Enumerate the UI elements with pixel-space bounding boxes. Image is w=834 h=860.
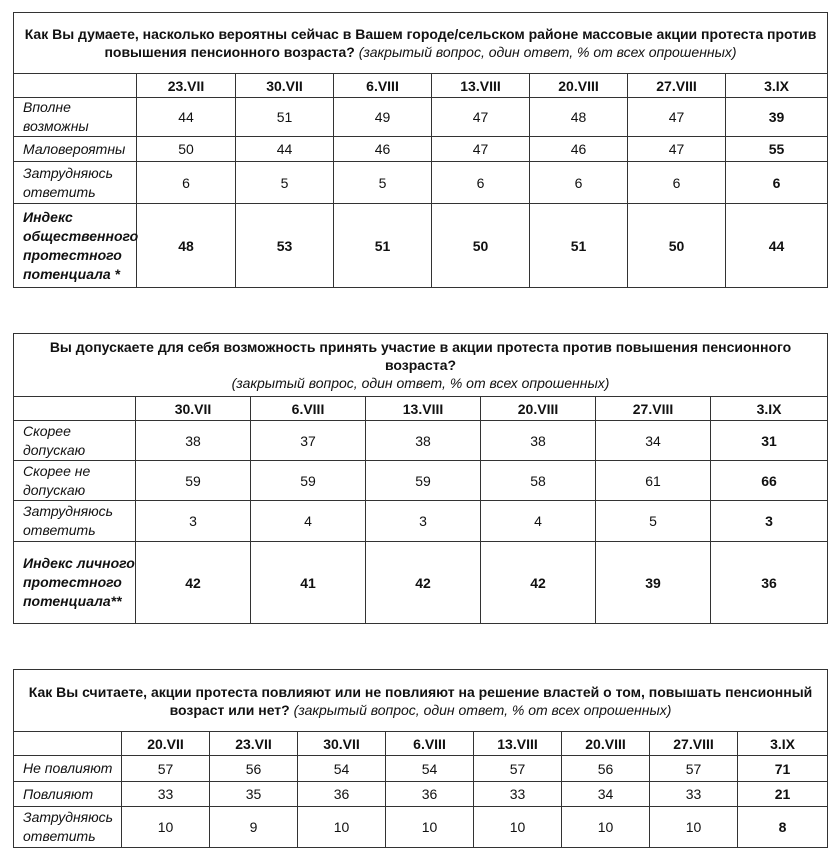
- table-cell: 5: [596, 501, 711, 542]
- table1-col-header: 30.VII: [236, 74, 334, 98]
- row-label: Повлияют: [14, 782, 122, 807]
- table-cell: 41: [251, 542, 366, 624]
- table-cell: 47: [628, 98, 726, 137]
- table-cell: 5: [236, 162, 334, 204]
- table1-corner: [14, 74, 137, 98]
- table3-note: (закрытый вопрос, один ответ, % от всех опрошенных): [293, 701, 672, 718]
- table-cell: 39: [596, 542, 711, 624]
- table3-col-header: 3.IX: [738, 732, 828, 756]
- table-cell: 4: [481, 501, 596, 542]
- table-cell: 36: [386, 782, 474, 807]
- table3-col-header: 20.VII: [122, 732, 210, 756]
- table-row: [14, 461, 828, 501]
- table1-col-header: 20.VIII: [530, 74, 628, 98]
- table-cell: 48: [530, 98, 628, 137]
- table-cell: 10: [474, 807, 562, 848]
- table-cell: 53: [236, 204, 334, 288]
- table-cell: 57: [474, 756, 562, 782]
- table-cell: 33: [650, 782, 738, 807]
- row-label: Затрудняюсь ответить: [14, 501, 136, 542]
- row-label: Скорее не допускаю: [14, 461, 136, 501]
- table-cell: 10: [562, 807, 650, 848]
- table-cell: 38: [481, 421, 596, 461]
- table-cell: 66: [711, 461, 828, 501]
- table-cell: 35: [210, 782, 298, 807]
- table2-col-header: 27.VIII: [596, 397, 711, 421]
- table-row: [14, 162, 828, 204]
- table-cell: 42: [481, 542, 596, 624]
- table-cell: 6: [628, 162, 726, 204]
- table1-note: (закрытый вопрос, один ответ, % от всех опрошенных): [358, 44, 737, 60]
- table-cell: 36: [711, 542, 828, 624]
- table-cell: 33: [474, 782, 562, 807]
- table-cell: 6: [432, 162, 530, 204]
- table-cell: 34: [562, 782, 650, 807]
- table-cell: 71: [738, 756, 828, 782]
- table-cell: 47: [432, 98, 530, 137]
- table-cell: 51: [236, 98, 334, 137]
- table-cell: 36: [298, 782, 386, 807]
- table-cell: 50: [432, 204, 530, 288]
- table-row: [14, 421, 828, 461]
- row-label: Индекс личного протестного потенциала**: [14, 542, 136, 624]
- table1-col-header: 6.VIII: [334, 74, 432, 98]
- table3-col-header: 30.VII: [298, 732, 386, 756]
- table1-col-header: 23.VII: [137, 74, 236, 98]
- table-cell: 44: [726, 204, 828, 288]
- table-cell: 59: [366, 461, 481, 501]
- table2-corner: [14, 397, 136, 421]
- table-row-index: [14, 542, 828, 624]
- table2-col-header: 6.VIII: [251, 397, 366, 421]
- table-influence-on-authorities: [13, 669, 828, 848]
- table-cell: 38: [136, 421, 251, 461]
- table3-question: Как Вы считаете, акции протеста повлияют или не повлияют на решение властей о том, повышать пенсионный возраст или нет?: [28, 683, 813, 718]
- table-cell: 34: [596, 421, 711, 461]
- table-row: [14, 501, 828, 542]
- table-cell: 48: [137, 204, 236, 288]
- table3-col-header: 27.VIII: [650, 732, 738, 756]
- table2-col-header: 3.IX: [711, 397, 828, 421]
- table-cell: 6: [530, 162, 628, 204]
- table3-caption: [14, 670, 828, 732]
- table-cell: 50: [137, 137, 236, 162]
- table-cell: 57: [122, 756, 210, 782]
- table-cell: 31: [711, 421, 828, 461]
- table1-caption: [14, 13, 828, 74]
- table-row: [14, 782, 828, 807]
- table2-note: (закрытый вопрос, один ответ, % от всех опрошенных): [231, 375, 610, 391]
- row-label: Скорее допускаю: [14, 421, 136, 461]
- table-cell: 44: [137, 98, 236, 137]
- table-cell: 44: [236, 137, 334, 162]
- row-label: Затрудняюсь ответить: [14, 162, 137, 204]
- table-cell: 38: [366, 421, 481, 461]
- table-cell: 42: [366, 542, 481, 624]
- table2-col-header: 30.VII: [136, 397, 251, 421]
- table-cell: 56: [562, 756, 650, 782]
- table-cell: 6: [137, 162, 236, 204]
- table-cell: 10: [122, 807, 210, 848]
- table2-col-header: 20.VIII: [481, 397, 596, 421]
- table-cell: 56: [210, 756, 298, 782]
- table2-question: Вы допускаете для себя возможность принять участие в акции протеста против повышения пенсионного возраста?: [49, 339, 792, 373]
- table-cell: 47: [432, 137, 530, 162]
- table-row-index: [14, 204, 828, 288]
- table-row: [14, 756, 828, 782]
- table-cell: 39: [726, 98, 828, 137]
- table-cell: 33: [122, 782, 210, 807]
- table-cell: 51: [530, 204, 628, 288]
- table-cell: 3: [366, 501, 481, 542]
- table-cell: 9: [210, 807, 298, 848]
- table-cell: 10: [386, 807, 474, 848]
- table-row: [14, 98, 828, 137]
- table-cell: 59: [136, 461, 251, 501]
- table3-col-header: 13.VIII: [474, 732, 562, 756]
- table2-caption: [14, 334, 828, 397]
- row-label: Индекс общественного протестного потенциала *: [14, 204, 137, 288]
- table-cell: 5: [334, 162, 432, 204]
- table-cell: 49: [334, 98, 432, 137]
- table-row: [14, 807, 828, 848]
- table-cell: 4: [251, 501, 366, 542]
- table-cell: 50: [628, 204, 726, 288]
- row-label: Не повлияют: [14, 756, 122, 782]
- table-cell: 42: [136, 542, 251, 624]
- table-cell: 51: [334, 204, 432, 288]
- table-protest-likelihood: [13, 12, 828, 288]
- row-label: Вполне возможны: [14, 98, 137, 137]
- table2-col-header: 13.VIII: [366, 397, 481, 421]
- row-label: Затрудняюсь ответить: [14, 807, 122, 848]
- table-cell: 3: [711, 501, 828, 542]
- table3-col-header: 23.VII: [210, 732, 298, 756]
- table1-header-row: [14, 74, 828, 98]
- table-cell: 59: [251, 461, 366, 501]
- table-cell: 3: [136, 501, 251, 542]
- table1-question: Как Вы думаете, насколько вероятны сейчас в Вашем городе/сельском районе массовые акции протеста против повышения пенсионного возраста?: [24, 26, 817, 60]
- table-cell: 6: [726, 162, 828, 204]
- table-cell: 54: [298, 756, 386, 782]
- table-cell: 37: [251, 421, 366, 461]
- table3-header-row: [14, 732, 828, 756]
- table-cell: 47: [628, 137, 726, 162]
- table-cell: 57: [650, 756, 738, 782]
- table-cell: 55: [726, 137, 828, 162]
- table2-header-row: [14, 397, 828, 421]
- table3-corner: [14, 732, 122, 756]
- table3-col-header: 6.VIII: [386, 732, 474, 756]
- table1-col-header: 27.VIII: [628, 74, 726, 98]
- table1-col-header: 13.VIII: [432, 74, 530, 98]
- table-cell: 46: [530, 137, 628, 162]
- table-cell: 46: [334, 137, 432, 162]
- table-personal-participation: [13, 333, 828, 624]
- table-cell: 21: [738, 782, 828, 807]
- table-cell: 10: [298, 807, 386, 848]
- table-cell: 54: [386, 756, 474, 782]
- table1-col-header: 3.IX: [726, 74, 828, 98]
- table3-col-header: 20.VIII: [562, 732, 650, 756]
- table-cell: 8: [738, 807, 828, 848]
- row-label: Маловероятны: [14, 137, 137, 162]
- table-cell: 10: [650, 807, 738, 848]
- table-cell: 58: [481, 461, 596, 501]
- table-cell: 61: [596, 461, 711, 501]
- table-row: [14, 137, 828, 162]
